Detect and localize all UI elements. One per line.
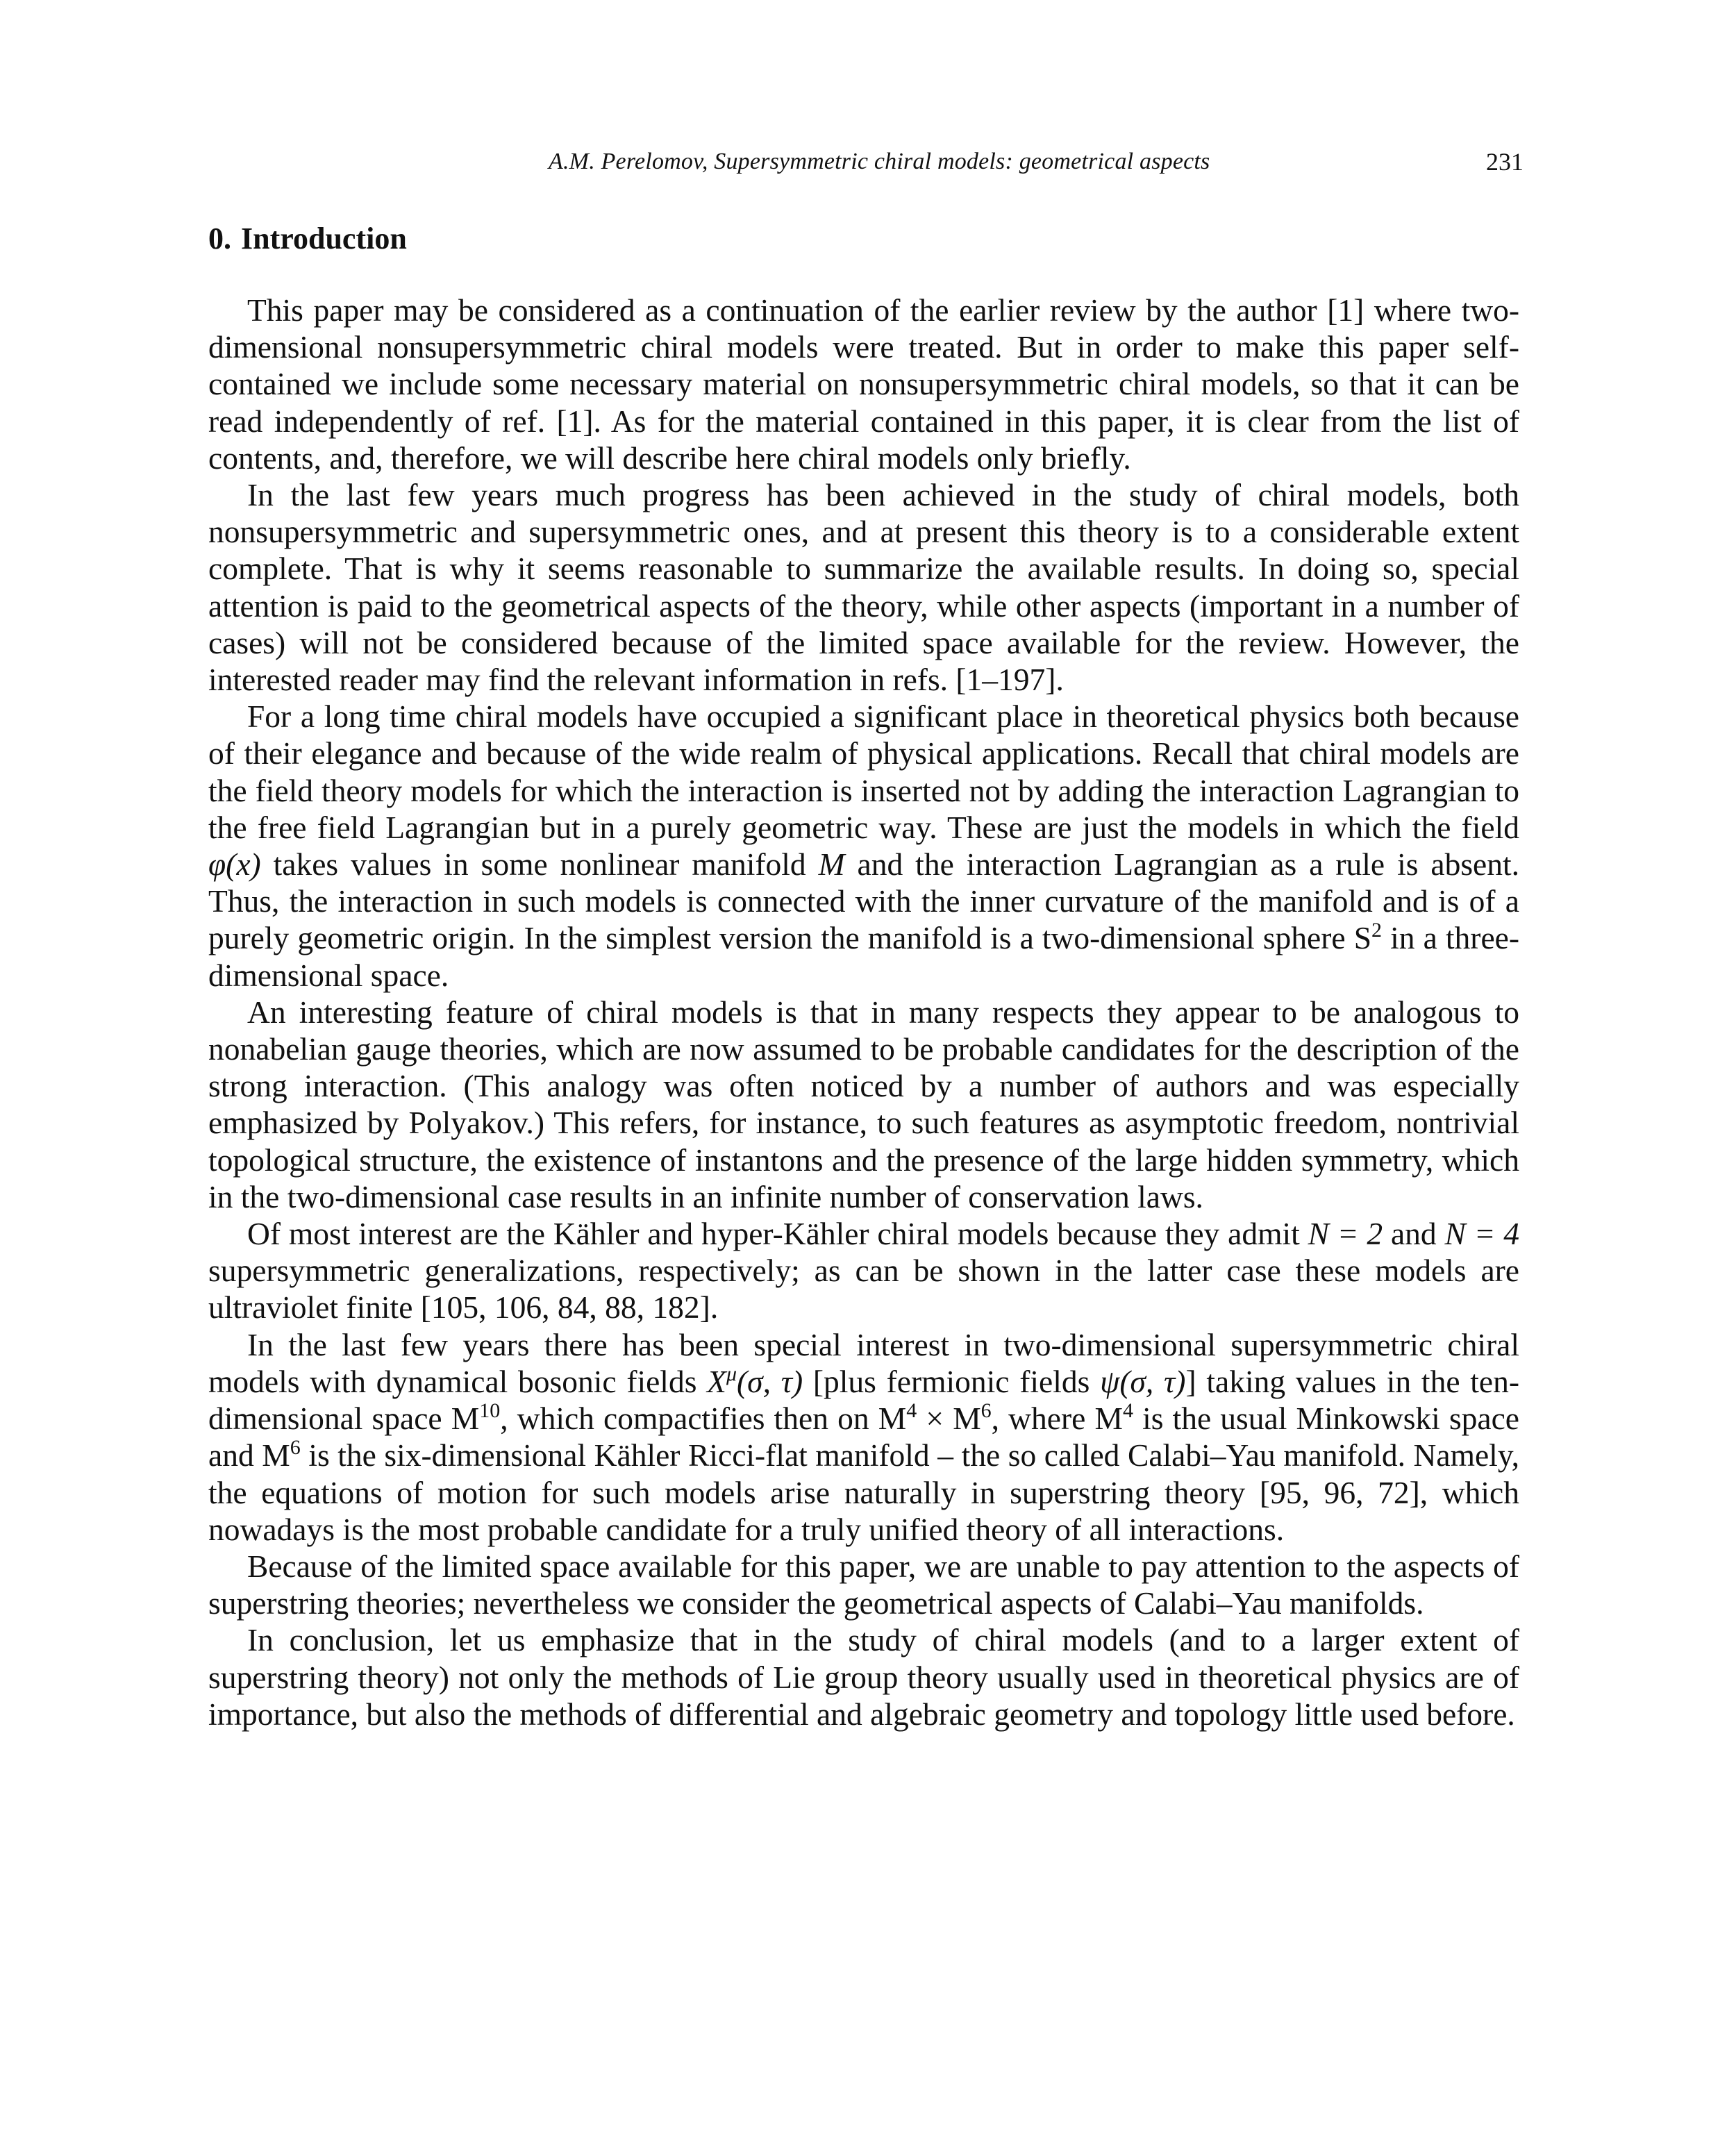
math-psi-field: ψ(σ, τ) xyxy=(1100,1363,1186,1399)
page-number: 231 xyxy=(1486,148,1524,176)
p3-text-d: in a three-dimensional space. xyxy=(208,920,1519,993)
sup-4b: 4 xyxy=(1122,1399,1133,1423)
p6-text-b: [plus fermionic fields xyxy=(803,1363,1101,1399)
paragraph-7: Because of the limited space available for this paper, we are unable to pay attention to the aspects of superstring theories; nevertheless we consider the geometrical aspects of Calabi–Yau manifolds. xyxy=(208,1548,1519,1621)
paragraph-2: In the last few years much progress has been achieved in the study of chiral models, both nonsupersymmetric and supersymmetric ones, and at present this theory is to a considerable extent complete. That is why it seems reasonable to summarize the available results. In doing so, special attention is paid to the geometrical aspects of the theory, while other aspects (important in a number of cases) will not be considered because of the limited space available for the review. However, the interested reader may find the relevant information in refs. [1–197]. xyxy=(208,477,1519,698)
p3-text-c: and the interaction Lagrangian as a rule is absent. Thus, the interaction in such models is connected with the inner curvature of the manifold and is of a purely geometric origin. In the simplest version the manifold is a two-dimensional sphere S xyxy=(208,846,1519,956)
sup-sphere-dim: 2 xyxy=(1371,919,1382,942)
math-n4: N = 4 xyxy=(1444,1216,1519,1252)
math-manifold-m: M xyxy=(818,846,845,883)
p5-text-a: Of most interest are the Kähler and hyper-Kähler chiral models because they admit xyxy=(247,1216,1308,1252)
section-title: Introduction xyxy=(241,222,407,256)
p6-text-e: × M xyxy=(917,1401,981,1437)
p5-text-c: supersymmetric generalizations, respectively; as can be shown in the latter case these models are ultraviolet finite [105, 106, 84, 88, 182]. xyxy=(208,1253,1519,1326)
p6-text-f: , where M xyxy=(991,1401,1123,1437)
section-heading xyxy=(208,221,407,256)
sup-6b: 6 xyxy=(290,1436,301,1460)
math-x-args: (σ, τ) xyxy=(737,1363,803,1399)
p6-text-a: In the last few years there has been special interest in two-dimensional supersymmetric chiral models with dynamical bosonic fields xyxy=(208,1326,1519,1399)
p5-text-b: and xyxy=(1383,1216,1445,1252)
p3-text-b: takes values in some nonlinear manifold xyxy=(260,846,819,883)
paragraph-4: An interesting feature of chiral models is that in many respects they appear to be analogous to nonabelian gauge theories, which are now assumed to be probable candidates for the description of the strong interaction. (This analogy was often noticed by a number of authors and was especially emphasized by Polyakov.) This refers, for instance, to such features as asymptotic freedom, nontrivial topological structure, the existence of instantons and the presence of the large hidden symmetry, which in the two-dimensional case results in an infinite number of conservation laws. xyxy=(208,994,1519,1214)
sup-6a: 6 xyxy=(980,1399,992,1423)
p6-text-g: is the usual Minkowski space and M xyxy=(208,1401,1519,1473)
p3-text-a: For a long time chiral models have occupied a significant place in theoretical physics both because of their elegance and because of the wide realm of physical applications. Recall that chiral models are the field theory models for which the interaction is inserted not by adding the interaction Lagrangian to the free field Lagrangian but in a purely geometric way. These are just the models in which the field xyxy=(208,699,1519,845)
body-text xyxy=(208,292,1519,1732)
math-x-field: X xyxy=(707,1363,726,1399)
math-phi-x: φ(x) xyxy=(208,846,261,883)
p6-text-d: , which compactifies then on M xyxy=(500,1401,907,1437)
paragraph-8: In conclusion, let us emphasize that in the study of chiral models (and to a larger extent of superstring theory) not only the methods of Lie group theory usually used in theoretical physics are of importance, but also the methods of differential and algebraic geometry and topology little used before. xyxy=(208,1622,1519,1732)
paragraph-5 xyxy=(208,1215,1519,1326)
paragraph-6 xyxy=(208,1326,1519,1548)
paragraph-1: This paper may be considered as a continuation of the earlier review by the author [1] where two-dimensional nonsupersymmetric chiral models were treated. But in order to make this paper self-contained we include some necessary material on nonsupersymmetric chiral models, so that it can be read independently of ref. [1]. As for the material contained in this paper, it is clear from the list of contents, and, therefore, we will describe here chiral models only briefly. xyxy=(208,292,1519,476)
sup-10: 10 xyxy=(479,1399,501,1423)
running-head: A.M. Perelomov, Supersymmetric chiral models: geometrical aspects xyxy=(549,149,1210,174)
math-n2: N = 2 xyxy=(1308,1216,1383,1252)
sup-4a: 4 xyxy=(906,1399,917,1423)
paragraph-3 xyxy=(208,698,1519,994)
section-number: 0. xyxy=(208,222,231,256)
sup-mu: μ xyxy=(726,1362,737,1385)
p6-text-h: is the six-dimensional Kähler Ricci-flat manifold – the so called Calabi–Yau manifold. Namely, the equations of motion for such models arise naturally in superstring theory [95, 96, 72], which nowadays is the most probable candidate for a truly unified theory of all interactions. xyxy=(208,1437,1519,1547)
p6-text-c: ] taking values in the ten-dimensional space M xyxy=(208,1363,1519,1437)
